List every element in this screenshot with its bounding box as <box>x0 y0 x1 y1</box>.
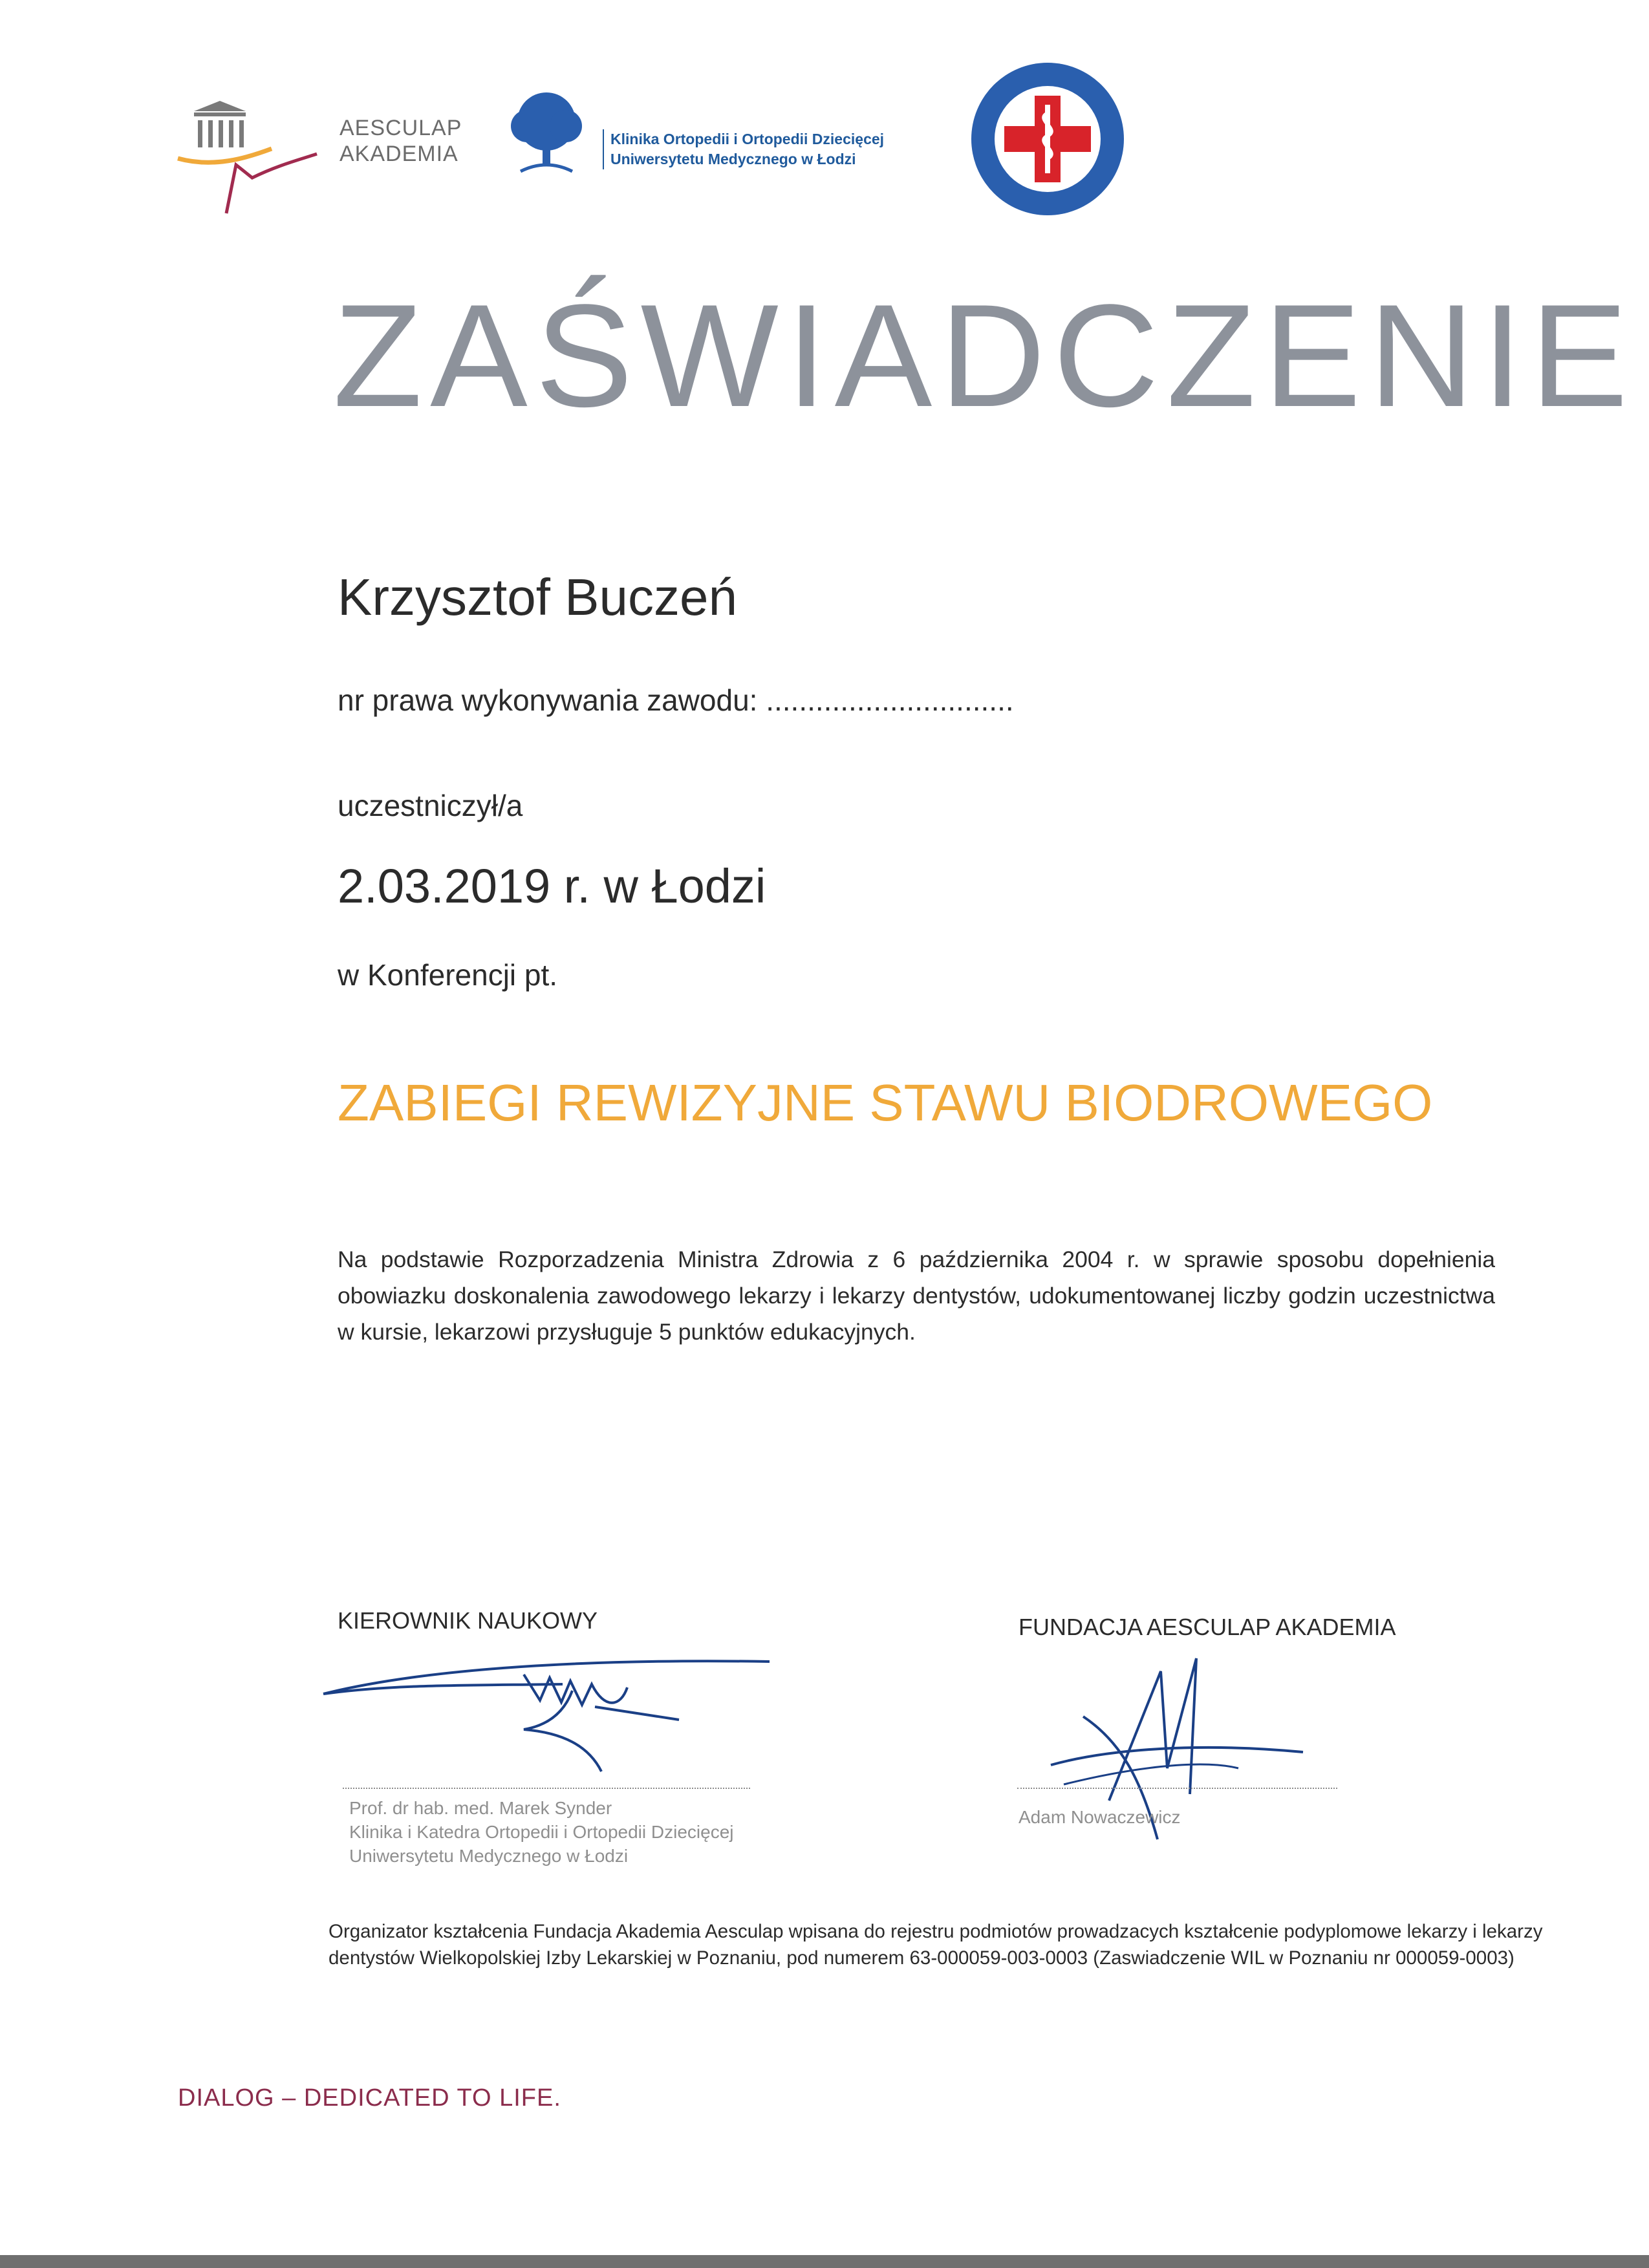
conference-lead: w Konferencji pt. <box>338 958 558 992</box>
klinika-line-2: Uniwersytetu Medycznego w Łodzi <box>610 151 856 167</box>
right-signature-line <box>1017 1788 1337 1789</box>
scan-bottom-edge <box>0 2255 1649 2268</box>
director-department: Klinika i Katedra Ortopedii i Ortopedii Dziecięcej <box>349 1822 734 1842</box>
certificate-title: ZAŚWIADCZENIE <box>333 273 1636 437</box>
tree-logo-icon <box>501 91 592 178</box>
klinika-logo-text <box>603 129 884 169</box>
aesculap-akademia-logo-text <box>339 115 462 167</box>
foundation-signatory-caption: Adam Nowaczewicz <box>1018 1807 1181 1827</box>
scientific-director-caption <box>349 1796 734 1868</box>
left-signature-line <box>343 1788 750 1789</box>
klinika-line-1: Klinika Ortopedii i Ortopedii Dziecięcej <box>610 131 885 147</box>
license-number-line: nr prawa wykonywania zawodu: .............................. <box>338 683 1014 717</box>
scientific-director-heading: KIEROWNIK NAUKOWY <box>338 1607 598 1634</box>
logo-line-akademia: AKADEMIA <box>339 142 458 166</box>
footer-slogan: DIALOG – DEDICATED TO LIFE. <box>178 2084 561 2112</box>
conference-title: ZABIEGI REWIZYJNE STAWU BIODROWEGO <box>338 1074 1433 1131</box>
medical-cross-seal-icon <box>967 58 1128 220</box>
legal-basis-paragraph: Na podstawie Rozporzadzenia Ministra Zdrowia z 6 października 2004 r. w sprawie sposobu dopełnienia obowiazku doskonalenia zawodowego lekarzy i lekarzy dentystów, udokumentowanej liczby godzin uczestnictwa w kursie, lekarzowi przysługuje 5 punktów edukacyjnych. <box>338 1246 1495 1345</box>
organizer-paragraph: Organizator kształcenia Fundacja Akademia Aesculap wpisana do rejestru podmiotów prowadzacych kształcenie podyplomowe lekarzy i lekarzy dentystów Wielkopolskiej Izby Lekarskiej w Poznaniu, pod numerem 63-000059-003-0003 (Zaswiadczenie WIL w Poznaniu nr 000059-0003) <box>329 1921 1543 1969</box>
participated-label: uczestniczył/a <box>338 789 523 822</box>
date-place: 2.03.2019 r. w Łodzi <box>338 859 766 913</box>
director-university: Uniwersytetu Medycznego w Łodzi <box>349 1846 629 1866</box>
director-name: Prof. dr hab. med. Marek Synder <box>349 1798 612 1818</box>
foundation-heading: FUNDACJA AESCULAP AKADEMIA <box>1018 1614 1396 1640</box>
participant-name: Krzysztof Buczeń <box>338 568 738 626</box>
logo-line-aesculap: AESCULAP <box>339 116 462 140</box>
